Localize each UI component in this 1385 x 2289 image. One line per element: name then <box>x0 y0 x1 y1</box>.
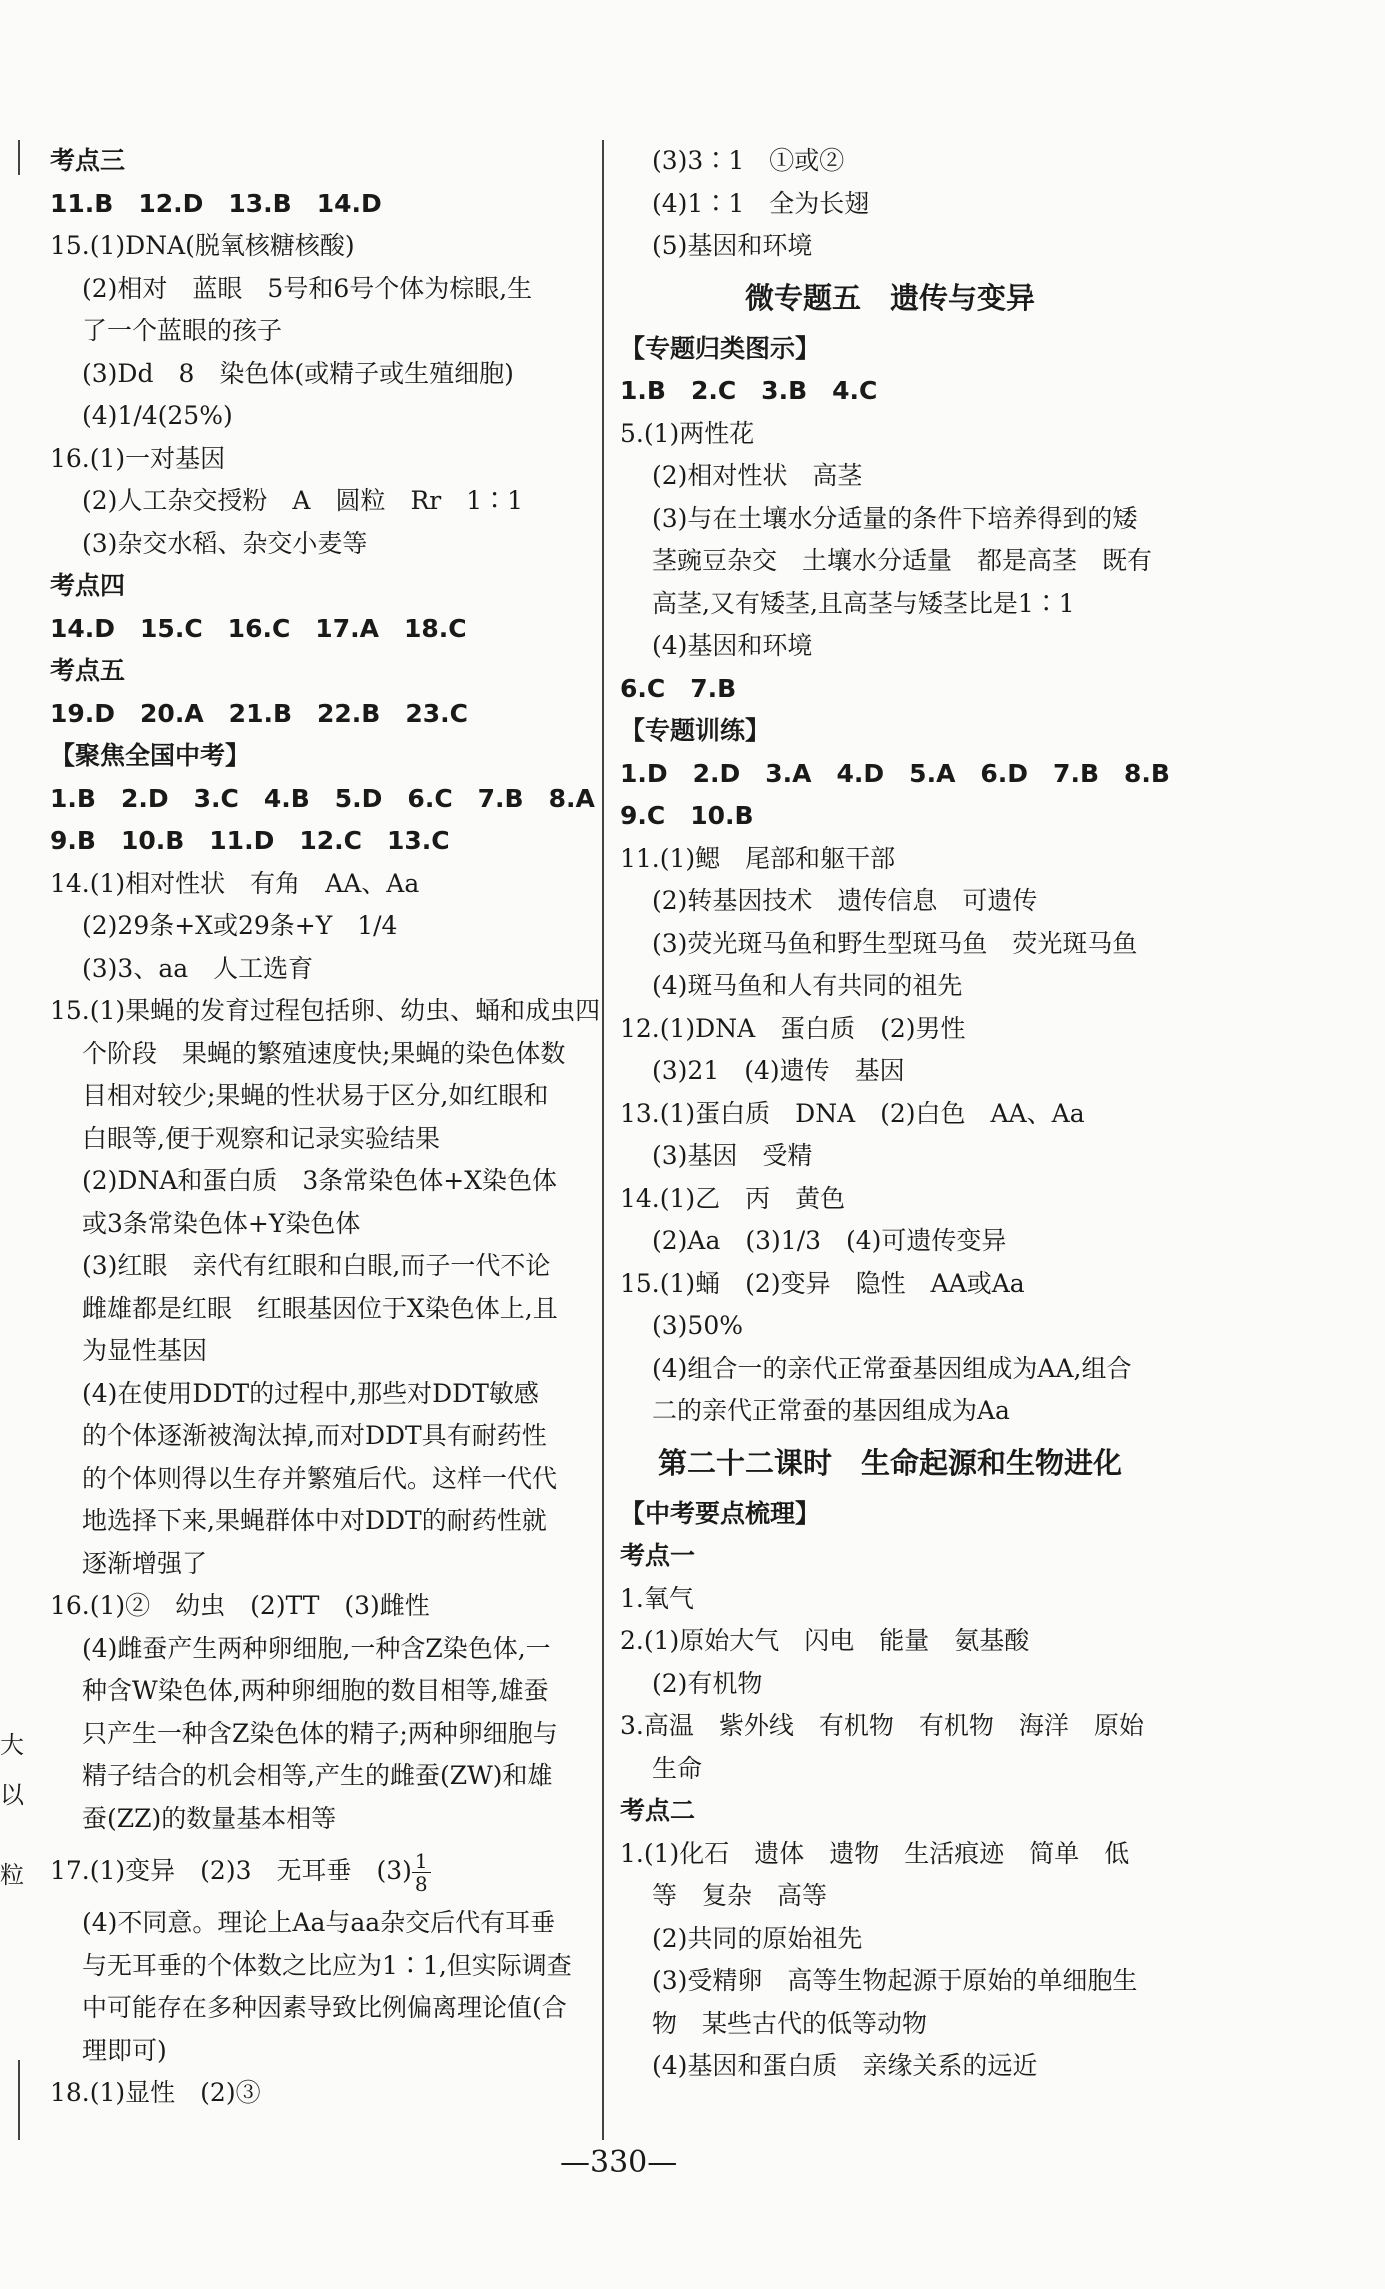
answer-line: (4)雌蚕产生两种卵细胞,一种含Z染色体,一 <box>82 1633 551 1663</box>
answer-line: (2)共同的原始祖先 <box>652 1923 863 1953</box>
answer-line: (4)组合一的亲代正常蚕基因组成为AA,组合 <box>652 1353 1132 1383</box>
answer-line: 理即可) <box>82 2035 167 2065</box>
answer-line: 白眼等,便于观察和记录实验结果 <box>82 1123 440 1153</box>
answer-line: (2)DNA和蛋白质 3条常染色体+X染色体 <box>82 1166 558 1195</box>
answer-line: (3)与在土壤水分适量的条件下培养得到的矮 <box>652 503 1138 533</box>
answer-line: (3)红眼 亲代有红眼和白眼,而子一代不论 <box>82 1251 551 1280</box>
answer-line: 考点四 <box>50 571 126 600</box>
answer-line: 11.B 12.D 13.B 14.D <box>50 188 382 218</box>
answer-line: (3)50% <box>652 1311 743 1340</box>
answer-line: 16.(1)② 幼虫 (2)TT (3)雌性 <box>50 1591 430 1620</box>
answer-line: (3)3∶1 ①或② <box>652 146 845 175</box>
answer-line: (3)Dd 8 染色体(或精子或生殖细胞) <box>82 358 514 388</box>
answer-line: 蚕(ZZ)的数量基本相等 <box>82 1803 337 1833</box>
answer-line: 目相对较少;果蝇的性状易于区分,如红眼和 <box>82 1081 549 1110</box>
cropped-edge-char-2: 以 <box>0 1781 24 1809</box>
answer-line: 逐渐增强了 <box>82 1548 208 1578</box>
answer-line: (3)基因 受精 <box>652 1141 813 1170</box>
page-number: —330— <box>560 2145 678 2180</box>
answer-line: 精子结合的机会相等,产生的雌蚕(ZW)和雄 <box>82 1761 553 1790</box>
answer-line: 考点三 <box>50 146 126 175</box>
answer-line: 等 复杂 高等 <box>652 1881 828 1910</box>
right-column <box>620 140 1170 2088</box>
answer-line: (4)1/4(25%) <box>82 401 233 430</box>
answer-line: 雌雄都是红眼 红眼基因位于X染色体上,且 <box>82 1293 558 1323</box>
answer-line: 的个体逐渐被淘汰掉,而对DDT具有耐药性 <box>82 1421 547 1450</box>
answer-line: 【中考要点梳理】 <box>620 1498 821 1528</box>
answer-line: (2)Aa (3)1/3 (4)可遗传变异 <box>652 1226 1007 1255</box>
answer-line: (4)1∶1 全为长翅 <box>652 188 870 218</box>
answer-line: 考点二 <box>620 1796 696 1825</box>
answer-line: 15.(1)果蝇的发育过程包括卵、幼虫、蛹和成虫四 <box>50 996 601 1025</box>
cropped-edge-char-1: 大 <box>0 1731 24 1759</box>
answer-line: 只产生一种含Z染色体的精子;两种卵细胞与 <box>82 1718 558 1748</box>
answer-line: 的个体则得以生存并繁殖后代。这样一代代 <box>82 1463 558 1493</box>
column-divider <box>602 140 604 2140</box>
answer-line: 中可能存在多种因素导致比例偏离理论值(合 <box>82 1993 567 2022</box>
answer-line: 1.B 2.C 3.B 4.C <box>620 376 878 405</box>
answer-line: 了一个蓝眼的孩子 <box>82 316 283 345</box>
answer-line: (3)荧光斑马鱼和野生型斑马鱼 荧光斑马鱼 <box>652 928 1138 958</box>
answer-line: 生命 <box>652 1753 703 1783</box>
answer-line: (2)人工杂交授粉 A 圆粒 Rr 1∶1 <box>82 486 524 515</box>
answer-line: 9.B 10.B 11.D 12.C 13.C <box>50 826 450 855</box>
answer-line: (2)相对 蓝眼 5号和6号个体为棕眼,生 <box>82 273 533 303</box>
answer-line-q17 <box>50 1840 590 1902</box>
answer-line: 考点五 <box>50 656 126 685</box>
answer-line: (4)在使用DDT的过程中,那些对DDT敏感 <box>82 1378 539 1408</box>
answer-line: 与无耳垂的个体数之比应为1∶1,但实际调查 <box>82 1950 572 1980</box>
answer-line: 【专题归类图示】 <box>620 333 821 363</box>
q17-text: 17.(1)变异 (2)3 无耳垂 (3) <box>50 1856 412 1885</box>
left-edge-rule <box>18 140 20 175</box>
section-title: 第二十二课时 生命起源和生物进化 <box>657 1445 1122 1480</box>
answer-line: (2)29条+X或29条+Y 1/4 <box>82 911 398 940</box>
answer-line: 2.(1)原始大气 闪电 能量 氨基酸 <box>620 1626 1030 1655</box>
section-title: 微专题五 遗传与变异 <box>744 280 1035 315</box>
answer-line: 5.(1)两性花 <box>620 418 755 448</box>
answer-line: 二的亲代正常蚕的基因组成为Aa <box>652 1396 1010 1425</box>
answer-line: 物 某些古代的低等动物 <box>652 2008 928 2038</box>
answer-line: 1.(1)化石 遗体 遗物 生活痕迹 简单 低 <box>620 1838 1130 1868</box>
answer-line: (3)受精卵 高等生物起源于原始的单细胞生 <box>652 1966 1138 1995</box>
answer-line: 19.D 20.A 21.B 22.B 23.C <box>50 698 468 728</box>
answer-line: 15.(1)蛹 (2)变异 隐性 AA或Aa <box>620 1268 1025 1298</box>
answer-line: (2)转基因技术 遗传信息 可遗传 <box>652 886 1038 915</box>
fraction-denominator: 8 <box>414 1872 428 1896</box>
cropped-edge-char-3: 粒 <box>0 1861 24 1889</box>
answer-line: 地选择下来,果蝇群体中对DDT的耐药性就 <box>82 1506 547 1535</box>
answer-line: 14.D 15.C 16.C 17.A 18.C <box>50 613 467 643</box>
answer-line: (4)基因和环境 <box>652 631 813 660</box>
left-edge-rule-lower <box>18 2060 20 2140</box>
answer-line: 18.(1)显性 (2)③ <box>50 2078 261 2107</box>
answer-line: 种含W染色体,两种卵细胞的数目相等,雄蚕 <box>82 1676 549 1705</box>
answer-line: 14.(1)相对性状 有角 AA、Aa <box>50 868 420 898</box>
answer-line: (4)斑马鱼和人有共同的祖先 <box>652 971 963 1000</box>
answer-line: 为显性基因 <box>82 1336 208 1365</box>
answer-line: (2)有机物 <box>652 1668 763 1698</box>
answer-line: 【聚焦全国中考】 <box>50 741 251 770</box>
answer-line: (5)基因和环境 <box>652 231 813 260</box>
answer-line: 13.(1)蛋白质 DNA (2)白色 AA、Aa <box>620 1098 1085 1128</box>
answer-line: 15.(1)DNA(脱氧核糖核酸) <box>50 231 355 260</box>
answer-line: 12.(1)DNA 蛋白质 (2)男性 <box>620 1013 966 1043</box>
answer-line: (4)不同意。理论上Aa与aa杂交后代有耳垂 <box>82 1908 556 1937</box>
answer-line: 9.C 10.B <box>620 801 754 830</box>
answer-line: 高茎,又有矮茎,且高茎与矮茎比是1∶1 <box>652 588 1075 618</box>
answer-line: (3)杂交水稻、杂交小麦等 <box>82 528 368 558</box>
answer-line: 个阶段 果蝇的繁殖速度快;果蝇的染色体数 <box>82 1038 566 1068</box>
left-column <box>50 140 601 2115</box>
answer-line: 1.氧气 <box>620 1583 694 1613</box>
answer-line: 或3条常染色体+Y染色体 <box>82 1208 361 1238</box>
answer-line: (4)基因和蛋白质 亲缘关系的远近 <box>652 2051 1038 2080</box>
answer-line: 1.D 2.D 3.A 4.D 5.A 6.D 7.B 8.B <box>620 758 1170 788</box>
answer-line: 11.(1)鳃 尾部和躯干部 <box>620 843 896 873</box>
answer-line: (2)相对性状 高茎 <box>652 461 863 490</box>
answer-line: 茎豌豆杂交 土壤水分适量 都是高茎 既有 <box>652 546 1153 575</box>
fraction <box>412 1850 431 1895</box>
answer-line: (3)3、aa 人工选育 <box>82 953 314 983</box>
fraction-numerator: 1 <box>412 1850 431 1873</box>
answer-line: 6.C 7.B <box>620 673 737 703</box>
answer-line: 1.B 2.D 3.C 4.B 5.D 6.C 7.B 8.A <box>50 783 595 813</box>
answer-line: 3.高温 紫外线 有机物 有机物 海洋 原始 <box>620 1711 1144 1740</box>
answer-line: 14.(1)乙 丙 黄色 <box>620 1183 846 1213</box>
answer-line: 考点一 <box>620 1541 696 1570</box>
answer-line: (3)21 (4)遗传 基因 <box>652 1056 905 1085</box>
answer-line: 【专题训练】 <box>620 716 771 745</box>
answer-line: 16.(1)一对基因 <box>50 443 226 473</box>
